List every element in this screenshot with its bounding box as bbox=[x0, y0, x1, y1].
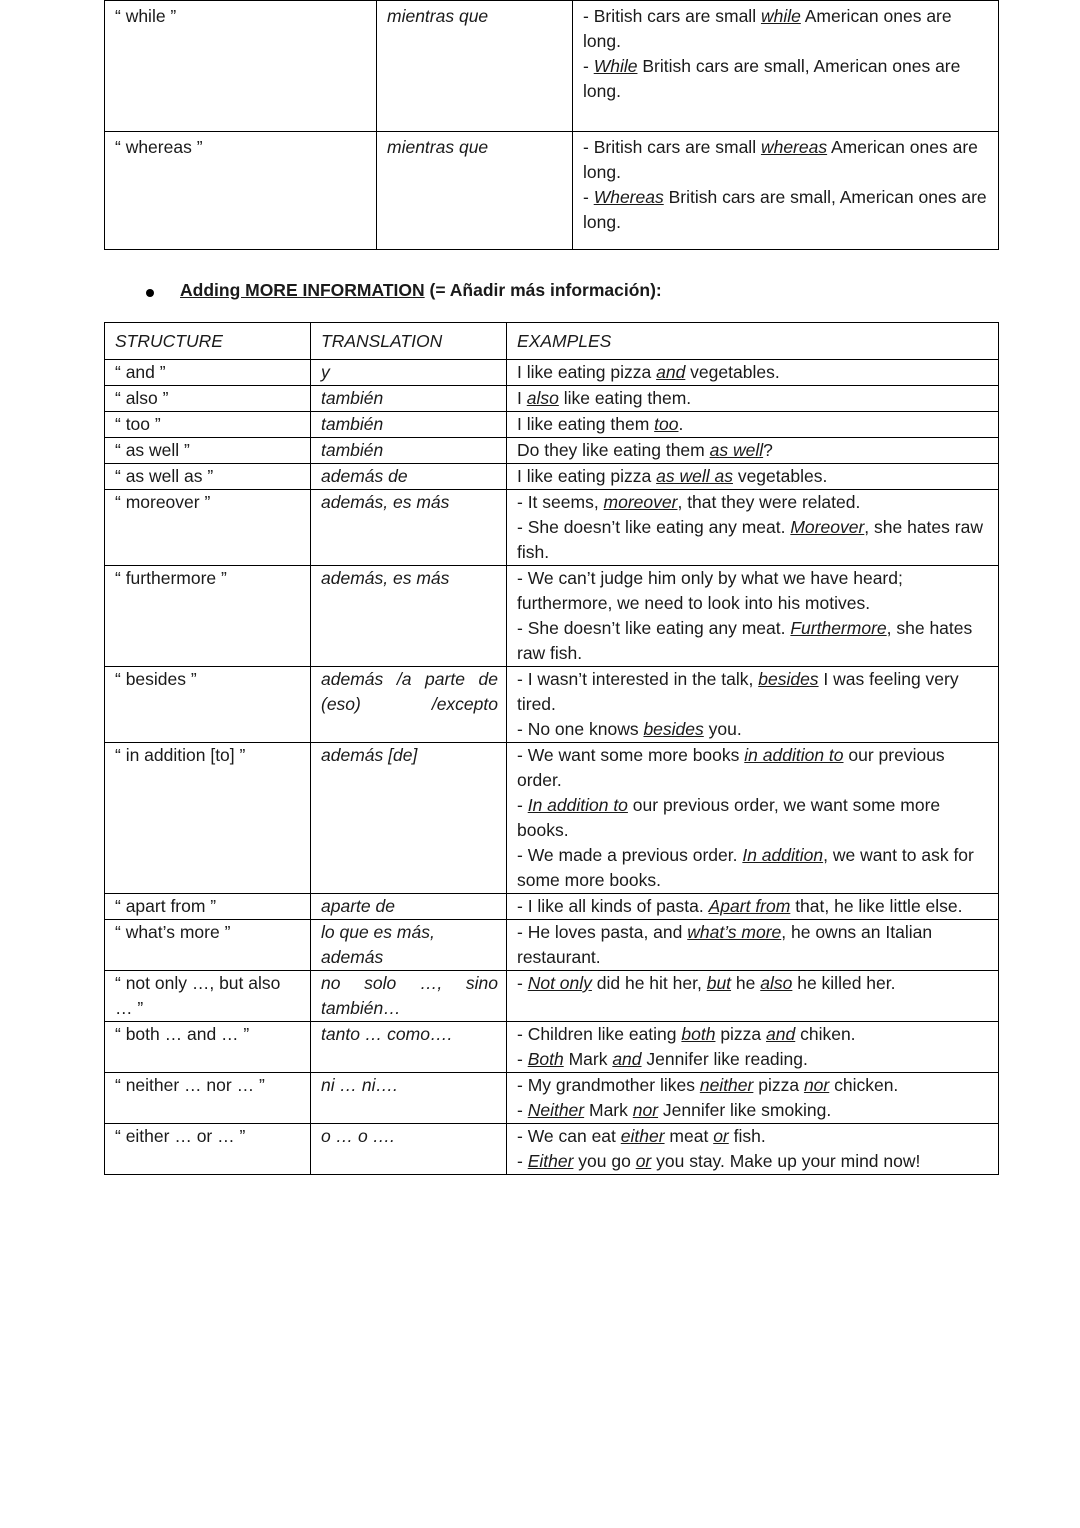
structure-cell: “ not only …, but also … ” bbox=[105, 971, 311, 1022]
structure-cell: “ and ” bbox=[105, 360, 311, 386]
structure-cell: “ neither … nor … ” bbox=[105, 1073, 311, 1124]
example-text: he killed her. bbox=[792, 973, 896, 993]
example-text: I like eating pizza bbox=[517, 466, 657, 486]
example-text: fish. bbox=[728, 1126, 766, 1146]
linker-keyword: either bbox=[620, 1126, 665, 1146]
linker-keyword: while bbox=[760, 6, 801, 26]
example-sentence bbox=[517, 971, 990, 996]
example-text: Jennifer like smoking. bbox=[658, 1100, 832, 1120]
example-text: American ones are long. bbox=[583, 137, 978, 182]
example-text: chicken. bbox=[829, 1075, 899, 1095]
translation-cell: además, es más bbox=[311, 490, 507, 566]
structure-cell: “ moreover ” bbox=[105, 490, 311, 566]
examples-cell bbox=[507, 1022, 999, 1073]
section-heading-rest: (= Añadir más información): bbox=[424, 280, 662, 300]
example-text: , we want to ask for some more books. bbox=[517, 845, 974, 890]
linker-keyword: Neither bbox=[527, 1100, 585, 1120]
examples-cell bbox=[507, 490, 999, 566]
translation-cell: mientras que bbox=[377, 132, 573, 250]
example-text: - Children like eating bbox=[517, 1024, 682, 1044]
example-text: chiken. bbox=[795, 1024, 856, 1044]
linker-keyword: Whereas bbox=[593, 187, 664, 207]
examples-cell bbox=[507, 1124, 999, 1175]
linker-keyword: Both bbox=[527, 1049, 564, 1069]
example-text: meat bbox=[664, 1126, 714, 1146]
example-text: our previous order. bbox=[517, 745, 945, 790]
example-text: - bbox=[517, 973, 528, 993]
example-sentence bbox=[583, 185, 990, 235]
linker-keyword: or bbox=[635, 1151, 652, 1171]
structure-cell: “ in addition [to] ” bbox=[105, 743, 311, 894]
linker-keyword: Not only bbox=[527, 973, 592, 993]
linker-keyword: in addition to bbox=[744, 745, 844, 765]
example-sentence bbox=[517, 743, 990, 793]
examples-cell bbox=[507, 1073, 999, 1124]
structure-cell: “ also ” bbox=[105, 386, 311, 412]
example-text: - bbox=[583, 56, 594, 76]
structure-cell: “ apart from ” bbox=[105, 894, 311, 920]
example-text: - bbox=[517, 1100, 528, 1120]
example-text: , she hates raw fish. bbox=[517, 517, 983, 562]
example-text: I like eating them bbox=[517, 414, 655, 434]
example-text: - No one knows bbox=[517, 719, 644, 739]
translation-cell: también bbox=[311, 438, 507, 464]
header-examples: EXAMPLES bbox=[507, 323, 999, 360]
example-text: - bbox=[517, 1151, 528, 1171]
linker-keyword: besides bbox=[758, 669, 819, 689]
example-sentence bbox=[583, 4, 990, 54]
structure-cell: “ too ” bbox=[105, 412, 311, 438]
translation-cell: además, es más bbox=[311, 566, 507, 667]
examples-cell bbox=[507, 412, 999, 438]
structure-cell: “ furthermore ” bbox=[105, 566, 311, 667]
example-text: you go bbox=[573, 1151, 636, 1171]
linker-keyword: In addition to bbox=[527, 795, 628, 815]
example-sentence bbox=[517, 616, 990, 666]
table-row bbox=[105, 1124, 999, 1175]
example-text: - bbox=[583, 187, 594, 207]
linker-keyword: also bbox=[760, 973, 793, 993]
example-text: pizza bbox=[715, 1024, 767, 1044]
example-text: , that they were related. bbox=[677, 492, 861, 512]
example-sentence bbox=[583, 54, 990, 104]
example-text: - We can’t judge him only by what we have heard; furthermore, we need to look into his motives. bbox=[517, 568, 903, 613]
linker-keyword: Either bbox=[527, 1151, 574, 1171]
example-text: pizza bbox=[753, 1075, 804, 1095]
linker-keyword: too bbox=[654, 414, 679, 434]
example-sentence bbox=[517, 1124, 990, 1149]
example-sentence bbox=[517, 412, 990, 437]
table-row bbox=[105, 132, 999, 250]
linker-keyword: While bbox=[593, 56, 638, 76]
linker-keyword: and bbox=[656, 362, 686, 382]
table-row bbox=[105, 971, 999, 1022]
example-text: . bbox=[678, 414, 684, 434]
example-sentence bbox=[517, 1149, 990, 1174]
examples-cell bbox=[507, 920, 999, 971]
examples-cell bbox=[507, 971, 999, 1022]
table-row bbox=[105, 386, 999, 412]
linker-keyword: what’s more bbox=[687, 922, 782, 942]
example-text: I was feeling very tired. bbox=[517, 669, 959, 714]
linker-keyword: and bbox=[612, 1049, 642, 1069]
example-text: our previous order, we want some more books. bbox=[517, 795, 941, 840]
example-text: Jennifer like reading. bbox=[641, 1049, 808, 1069]
table-row bbox=[105, 667, 999, 743]
linker-keyword: besides bbox=[643, 719, 704, 739]
example-sentence bbox=[517, 490, 990, 515]
translation-cell: mientras que bbox=[377, 1, 573, 132]
table-row bbox=[105, 360, 999, 386]
linker-keyword: Apart from bbox=[708, 896, 791, 916]
linker-keyword: and bbox=[766, 1024, 796, 1044]
structure-cell: “ while ” bbox=[105, 1, 377, 132]
example-text: - He loves pasta, and bbox=[517, 922, 688, 942]
translation-cell: además [de] bbox=[311, 743, 507, 894]
example-sentence bbox=[517, 464, 990, 489]
example-text: British cars are small, American ones are long. bbox=[583, 56, 961, 101]
table-row bbox=[105, 743, 999, 894]
linker-keyword: Furthermore bbox=[790, 618, 887, 638]
translation-cell: o … o …. bbox=[311, 1124, 507, 1175]
example-sentence bbox=[583, 135, 990, 185]
example-text: Mark bbox=[563, 1049, 613, 1069]
example-text: - We made a previous order. bbox=[517, 845, 743, 865]
example-text: vegetables. bbox=[732, 466, 828, 486]
bullet-icon bbox=[146, 289, 154, 297]
info-table-header-row bbox=[105, 323, 999, 360]
table-row bbox=[105, 490, 999, 566]
example-sentence bbox=[517, 920, 990, 970]
example-sentence bbox=[517, 793, 990, 843]
table-row bbox=[105, 566, 999, 667]
example-text: - We want some more books bbox=[517, 745, 745, 765]
structure-cell: “ as well as ” bbox=[105, 464, 311, 490]
structure-cell: “ whereas ” bbox=[105, 132, 377, 250]
examples-cell bbox=[573, 132, 999, 250]
examples-cell bbox=[507, 894, 999, 920]
example-sentence bbox=[517, 360, 990, 385]
info-table bbox=[104, 322, 999, 1175]
table-row bbox=[105, 1, 999, 132]
example-sentence bbox=[517, 667, 990, 717]
example-text: - British cars are small bbox=[583, 137, 761, 157]
examples-cell bbox=[507, 386, 999, 412]
example-text: American ones are long. bbox=[583, 6, 952, 51]
example-text: - She doesn’t like eating any meat. bbox=[517, 517, 791, 537]
structure-cell: “ as well ” bbox=[105, 438, 311, 464]
example-text: you stay. Make up your mind now! bbox=[651, 1151, 921, 1171]
example-text: British cars are small, American ones are long. bbox=[583, 187, 987, 232]
contrast-table bbox=[104, 0, 999, 250]
example-sentence bbox=[517, 717, 990, 742]
header-structure: STRUCTURE bbox=[105, 323, 311, 360]
examples-cell bbox=[507, 464, 999, 490]
example-sentence bbox=[517, 515, 990, 565]
table-row bbox=[105, 894, 999, 920]
example-text: Mark bbox=[584, 1100, 633, 1120]
translation-cell: además /a parte de (eso) /excepto bbox=[311, 667, 507, 743]
table-row bbox=[105, 920, 999, 971]
structure-cell: “ what’s more ” bbox=[105, 920, 311, 971]
translation-cell: también bbox=[311, 412, 507, 438]
section-heading bbox=[180, 280, 662, 301]
examples-cell bbox=[507, 566, 999, 667]
example-text: he bbox=[731, 973, 761, 993]
translation-cell: además de bbox=[311, 464, 507, 490]
structure-cell: “ besides ” bbox=[105, 667, 311, 743]
example-text: you. bbox=[703, 719, 742, 739]
example-sentence bbox=[517, 386, 990, 411]
example-text: that, he like little else. bbox=[790, 896, 963, 916]
linker-keyword: In addition bbox=[742, 845, 824, 865]
examples-cell bbox=[507, 360, 999, 386]
examples-cell bbox=[507, 438, 999, 464]
table-row bbox=[105, 412, 999, 438]
table-row bbox=[105, 464, 999, 490]
header-translation: TRANSLATION bbox=[311, 323, 507, 360]
example-text: Do they like eating them bbox=[517, 440, 710, 460]
linker-keyword: nor bbox=[803, 1075, 830, 1095]
translation-cell: también bbox=[311, 386, 507, 412]
linker-keyword: as well as bbox=[656, 466, 733, 486]
example-text: - bbox=[517, 795, 528, 815]
example-text: - bbox=[517, 1049, 528, 1069]
table-row bbox=[105, 1022, 999, 1073]
linker-keyword: both bbox=[681, 1024, 716, 1044]
linker-keyword: but bbox=[706, 973, 732, 993]
translation-cell: tanto … como…. bbox=[311, 1022, 507, 1073]
example-text: did he hit her, bbox=[591, 973, 707, 993]
example-text: , he owns an Italian restaurant. bbox=[517, 922, 933, 967]
linker-keyword: nor bbox=[632, 1100, 659, 1120]
linker-keyword: neither bbox=[699, 1075, 754, 1095]
example-sentence bbox=[517, 1073, 990, 1098]
table-row bbox=[105, 438, 999, 464]
linker-keyword: or bbox=[713, 1126, 729, 1146]
translation-cell: lo que es más, además bbox=[311, 920, 507, 971]
translation-cell: y bbox=[311, 360, 507, 386]
example-text: like eating them. bbox=[558, 388, 692, 408]
structure-cell: “ either … or … ” bbox=[105, 1124, 311, 1175]
table-row bbox=[105, 1073, 999, 1124]
example-sentence bbox=[517, 438, 990, 463]
example-text: - I wasn’t interested in the talk, bbox=[517, 669, 759, 689]
translation-cell: ni … ni…. bbox=[311, 1073, 507, 1124]
linker-keyword: whereas bbox=[760, 137, 828, 157]
translation-cell: aparte de bbox=[311, 894, 507, 920]
example-sentence bbox=[517, 566, 990, 616]
example-sentence bbox=[517, 894, 990, 919]
linker-keyword: moreover bbox=[603, 492, 678, 512]
linker-keyword: also bbox=[526, 388, 559, 408]
translation-cell: no solo …, sino también… bbox=[311, 971, 507, 1022]
example-text: vegetables. bbox=[685, 362, 780, 382]
example-text: - She doesn’t like eating any meat. bbox=[517, 618, 791, 638]
example-text: ? bbox=[763, 440, 773, 460]
example-text: I bbox=[517, 388, 527, 408]
example-sentence bbox=[517, 1022, 990, 1047]
example-sentence bbox=[517, 1098, 990, 1123]
example-sentence bbox=[517, 843, 990, 893]
example-text: , she hates raw fish. bbox=[517, 618, 973, 663]
examples-cell bbox=[573, 1, 999, 132]
linker-keyword: as well bbox=[709, 440, 764, 460]
example-sentence bbox=[517, 1047, 990, 1072]
section-heading-underlined: Adding MORE INFORMATION bbox=[180, 280, 425, 300]
example-text: - British cars are small bbox=[583, 6, 761, 26]
example-text: - I like all kinds of pasta. bbox=[517, 896, 709, 916]
examples-cell bbox=[507, 667, 999, 743]
example-text: - We can eat bbox=[517, 1126, 621, 1146]
examples-cell bbox=[507, 743, 999, 894]
linker-keyword: Moreover bbox=[790, 517, 865, 537]
example-text: - It seems, bbox=[517, 492, 604, 512]
example-text: - My grandmother likes bbox=[517, 1075, 700, 1095]
example-text: I like eating pizza bbox=[517, 362, 657, 382]
structure-cell: “ both … and … ” bbox=[105, 1022, 311, 1073]
